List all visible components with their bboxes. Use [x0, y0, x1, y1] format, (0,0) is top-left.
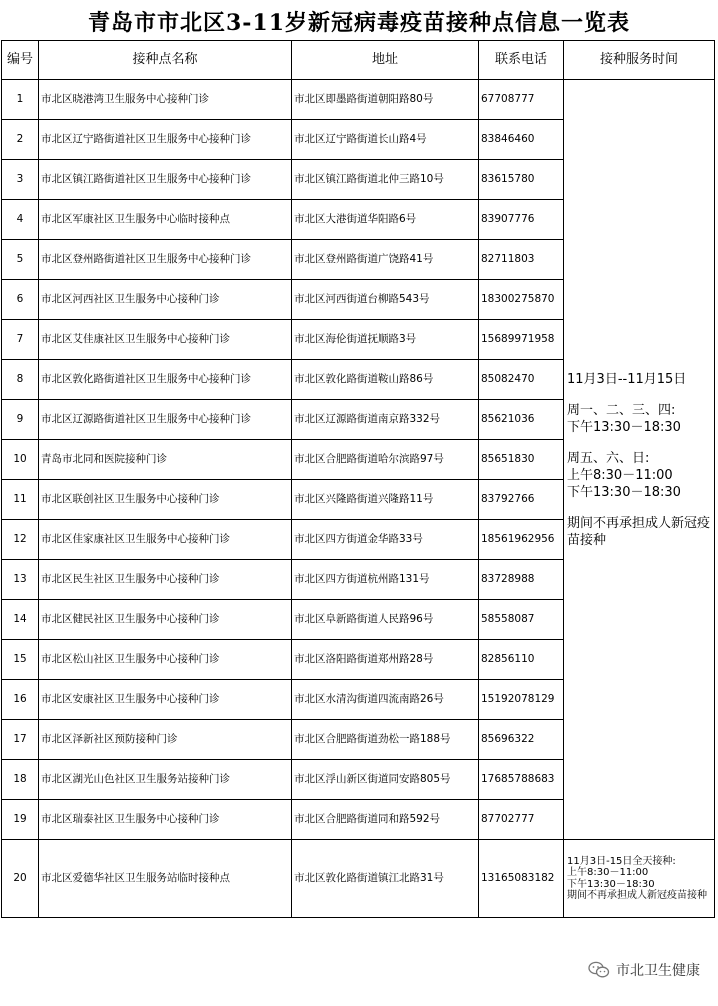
service-time-weekday: 周一、二、三、四: 下午13:30－18:30	[567, 402, 681, 435]
cell-site-name: 市北区安康社区卫生服务中心接种门诊	[39, 680, 292, 720]
footer-brand	[588, 958, 700, 982]
service-time-weekend: 周五、六、日: 上午8:30－11:00 下午13:30－18:30	[567, 450, 681, 500]
cell-address: 市北区河西街道台柳路543号	[292, 280, 479, 320]
cell-site-name: 市北区辽宁路街道社区卫生服务中心接种门诊	[39, 120, 292, 160]
cell-no: 5	[2, 240, 39, 280]
cell-phone: 17685788683	[479, 760, 564, 800]
cell-phone: 15192078129	[479, 680, 564, 720]
footer-text: 市北卫生健康	[616, 963, 700, 979]
cell-site-name: 市北区泽新社区预防接种门诊	[39, 720, 292, 760]
header-address: 地址	[292, 41, 479, 80]
table-header-row	[2, 41, 715, 80]
cell-site-name: 市北区联创社区卫生服务中心接种门诊	[39, 480, 292, 520]
cell-no: 9	[2, 400, 39, 440]
table-row	[2, 840, 715, 918]
cell-phone: 83907776	[479, 200, 564, 240]
cell-site-name: 市北区湖光山色社区卫生服务站接种门诊	[39, 760, 292, 800]
cell-address: 市北区敦化路街道鞍山路86号	[292, 360, 479, 400]
cell-site-name: 市北区松山社区卫生服务中心接种门诊	[39, 640, 292, 680]
cell-service-time	[564, 80, 715, 840]
cell-address: 市北区敦化路街道镇江北路31号	[292, 840, 479, 918]
vaccination-sites-table	[1, 40, 715, 918]
cell-no: 17	[2, 720, 39, 760]
cell-no: 7	[2, 320, 39, 360]
cell-address: 市北区即墨路街道朝阳路80号	[292, 80, 479, 120]
cell-no: 4	[2, 200, 39, 240]
wechat-icon	[588, 961, 610, 979]
cell-address: 市北区镇江路街道北仲三路10号	[292, 160, 479, 200]
cell-site-name: 市北区民生社区卫生服务中心接种门诊	[39, 560, 292, 600]
cell-phone: 18300275870	[479, 280, 564, 320]
cell-site-name: 青岛市北同和医院接种门诊	[39, 440, 292, 480]
header-time: 接种服务时间	[564, 41, 715, 80]
header-phone: 联系电话	[479, 41, 564, 80]
cell-phone: 83846460	[479, 120, 564, 160]
cell-phone: 87702777	[479, 800, 564, 840]
cell-phone: 85696322	[479, 720, 564, 760]
cell-address: 市北区登州路街道广饶路41号	[292, 240, 479, 280]
cell-phone: 82856110	[479, 640, 564, 680]
cell-no: 8	[2, 360, 39, 400]
cell-address: 市北区海伦街道抚顺路3号	[292, 320, 479, 360]
table-body	[2, 80, 715, 918]
cell-no: 15	[2, 640, 39, 680]
cell-address: 市北区阜新路街道人民路96号	[292, 600, 479, 640]
service-time-period: 11月3日--11月15日	[567, 371, 687, 387]
cell-site-name: 市北区敦化路街道社区卫生服务中心接种门诊	[39, 360, 292, 400]
service-time-note: 期间不再承担成人新冠疫苗接种	[567, 515, 711, 548]
cell-no: 10	[2, 440, 39, 480]
cell-no: 1	[2, 80, 39, 120]
cell-phone: 85621036	[479, 400, 564, 440]
cell-phone: 13165083182	[479, 840, 564, 918]
cell-no: 3	[2, 160, 39, 200]
cell-phone: 85651830	[479, 440, 564, 480]
cell-address: 市北区合肥路街道同和路592号	[292, 800, 479, 840]
table-row	[2, 80, 715, 120]
header-name: 接种点名称	[39, 41, 292, 80]
cell-site-name: 市北区辽源路街道社区卫生服务中心接种门诊	[39, 400, 292, 440]
cell-phone: 67708777	[479, 80, 564, 120]
cell-site-name: 市北区佳家康社区卫生服务中心接种门诊	[39, 520, 292, 560]
cell-address: 市北区水清沟街道四流南路26号	[292, 680, 479, 720]
cell-site-name: 市北区瑞泰社区卫生服务中心接种门诊	[39, 800, 292, 840]
cell-address: 市北区四方街道杭州路131号	[292, 560, 479, 600]
cell-site-name: 市北区健民社区卫生服务中心接种门诊	[39, 600, 292, 640]
cell-site-name: 市北区河西社区卫生服务中心接种门诊	[39, 280, 292, 320]
cell-address: 市北区辽宁路街道长山路4号	[292, 120, 479, 160]
cell-phone: 18561962956	[479, 520, 564, 560]
cell-address: 市北区大港街道华阳路6号	[292, 200, 479, 240]
cell-no: 20	[2, 840, 39, 918]
cell-address: 市北区洛阳路街道郑州路28号	[292, 640, 479, 680]
cell-address: 市北区浮山新区街道同安路805号	[292, 760, 479, 800]
cell-phone: 82711803	[479, 240, 564, 280]
cell-no: 6	[2, 280, 39, 320]
cell-service-time-20: 11月3日-15日全天接种: 上午8:30－11:00 下午13:30－18:30 期间不再承担成人新冠疫苗接种	[564, 840, 715, 918]
cell-phone: 85082470	[479, 360, 564, 400]
header-no: 编号	[2, 41, 39, 80]
cell-address: 市北区兴隆路街道兴隆路11号	[292, 480, 479, 520]
cell-site-name: 市北区晓港湾卫生服务中心接种门诊	[39, 80, 292, 120]
cell-no: 2	[2, 120, 39, 160]
cell-site-name: 市北区爱德华社区卫生服务站临时接种点	[39, 840, 292, 918]
cell-phone: 83792766	[479, 480, 564, 520]
cell-site-name: 市北区军康社区卫生服务中心临时接种点	[39, 200, 292, 240]
cell-no: 14	[2, 600, 39, 640]
cell-no: 13	[2, 560, 39, 600]
cell-site-name: 市北区镇江路街道社区卫生服务中心接种门诊	[39, 160, 292, 200]
cell-address: 市北区合肥路街道劲松一路188号	[292, 720, 479, 760]
cell-address: 市北区合肥路街道哈尔滨路97号	[292, 440, 479, 480]
cell-address: 市北区四方街道金华路33号	[292, 520, 479, 560]
cell-phone: 15689971958	[479, 320, 564, 360]
cell-no: 19	[2, 800, 39, 840]
cell-site-name: 市北区登州路街道社区卫生服务中心接种门诊	[39, 240, 292, 280]
cell-address: 市北区辽源路街道南京路332号	[292, 400, 479, 440]
cell-no: 11	[2, 480, 39, 520]
cell-no: 12	[2, 520, 39, 560]
cell-site-name: 市北区艾佳康社区卫生服务中心接种门诊	[39, 320, 292, 360]
cell-phone: 58558087	[479, 600, 564, 640]
page-title: 青岛市市北区3-11岁新冠病毒疫苗接种点信息一览表	[87, 10, 631, 36]
cell-no: 16	[2, 680, 39, 720]
cell-no: 18	[2, 760, 39, 800]
cell-phone: 83615780	[479, 160, 564, 200]
cell-phone: 83728988	[479, 560, 564, 600]
